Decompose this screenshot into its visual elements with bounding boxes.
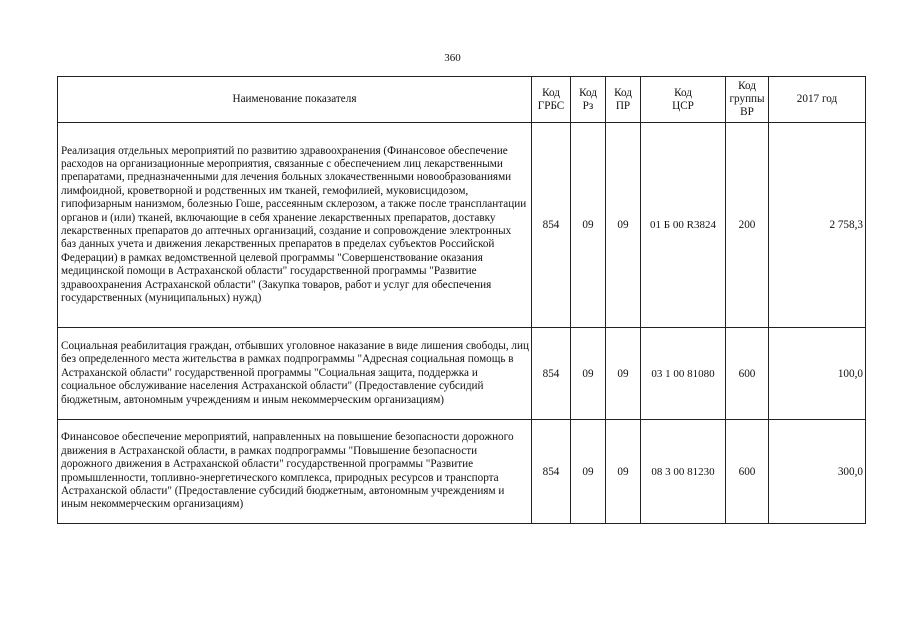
header-vr-line2: группы xyxy=(729,93,765,105)
row-name: Реализация отдельных мероприятий по развитию здравоохранения (Финансовое обеспечение расходов на организационные мероприятия, связанные с обеспечением лиц лекарственными препаратами, предназначенными для лечения больных злокачественными новообразованиями лимфоидной, кроветворной и родственных им тканей, гемофилией, муковисцидозом, гипофизарным нанизмом, болезнью Гоше, рассеянным склерозом, а также после трансплантации органов и (или) тканей, включающие в себя хранение лекарственных препаратов, доставку лекарственных препаратов до аптечных организаций, создание и сопровождение электронных баз данных учета и движения лекарственных препаратов в пределах субъектов Российской Федерации) в рамках ведомственной целевой программы "Совершенствование оказания медицинской помощи в Астраханской области" государственной программы "Развитие здравоохранения Астраханской области" (Закупка товаров, работ и услуг для обеспечения государственных (муниципальных) нужд) xyxy=(58,123,532,328)
header-csr xyxy=(641,77,726,123)
row-vr: 600 xyxy=(726,328,769,420)
header-csr-line1: Код xyxy=(674,86,692,99)
row-pr: 09 xyxy=(606,123,641,328)
header-rz-line2: Рз xyxy=(582,99,594,112)
row-csr: 01 Б 00 R3824 xyxy=(641,123,726,328)
row-amount: 2 758,3 xyxy=(769,123,866,328)
table-row xyxy=(58,123,866,328)
row-csr: 03 1 00 81080 xyxy=(641,328,726,420)
row-csr: 08 3 00 81230 xyxy=(641,420,726,524)
header-rz xyxy=(571,77,606,123)
header-vr-line1: Код xyxy=(738,80,756,92)
header-grbs-line1: Код xyxy=(542,86,560,99)
row-pr: 09 xyxy=(606,420,641,524)
header-pr-line2: ПР xyxy=(615,99,631,112)
row-rz: 09 xyxy=(571,420,606,524)
header-grbs-line2: ГРБС xyxy=(537,99,565,112)
row-rz: 09 xyxy=(571,328,606,420)
header-csr-line2: ЦСР xyxy=(672,99,694,112)
table-row xyxy=(58,420,866,524)
row-pr: 09 xyxy=(606,328,641,420)
table-row xyxy=(58,328,866,420)
row-rz: 09 xyxy=(571,123,606,328)
header-vr-line3: ВР xyxy=(740,106,754,118)
row-grbs: 854 xyxy=(532,420,571,524)
table-header-row xyxy=(58,77,866,123)
row-name: Социальная реабилитация граждан, отбывших уголовное наказание в виде лишения свободы, лиц без определенного места жительства в рамках подпрограммы "Адресная социальная помощь в Астраханской области" государственной программы "Социальная защита, поддержка и социальное обслуживание населения Астраханской области" (Предоставление субсидий бюджетным, автономным учреждениям и иным некоммерческим организациям) xyxy=(58,328,532,420)
row-grbs: 854 xyxy=(532,328,571,420)
row-amount: 100,0 xyxy=(769,328,866,420)
header-rz-line1: Код xyxy=(579,86,597,99)
header-vr xyxy=(726,77,769,123)
header-grbs xyxy=(532,77,571,123)
header-pr xyxy=(606,77,641,123)
budget-table xyxy=(57,76,866,524)
row-vr: 200 xyxy=(726,123,769,328)
header-year: 2017 год xyxy=(769,77,866,123)
row-name: Финансовое обеспечение мероприятий, направленных на повышение безопасности дорожного движения в Астраханской области, в рамках подпрограммы "Повышение безопасности дорожного движения в Астраханской области" государственной программы "Развитие промышленности, топливно-энергетического комплекса, природных ресурсов и транспорта Астраханской области" (Предоставление субсидий бюджетным, автономным учреждениям и иным некоммерческим организациям) xyxy=(58,420,532,524)
row-grbs: 854 xyxy=(532,123,571,328)
row-vr: 600 xyxy=(726,420,769,524)
row-amount: 300,0 xyxy=(769,420,866,524)
header-pr-line1: Код xyxy=(614,86,632,99)
header-name: Наименование показателя xyxy=(58,77,532,123)
page-number: 360 xyxy=(444,52,461,64)
